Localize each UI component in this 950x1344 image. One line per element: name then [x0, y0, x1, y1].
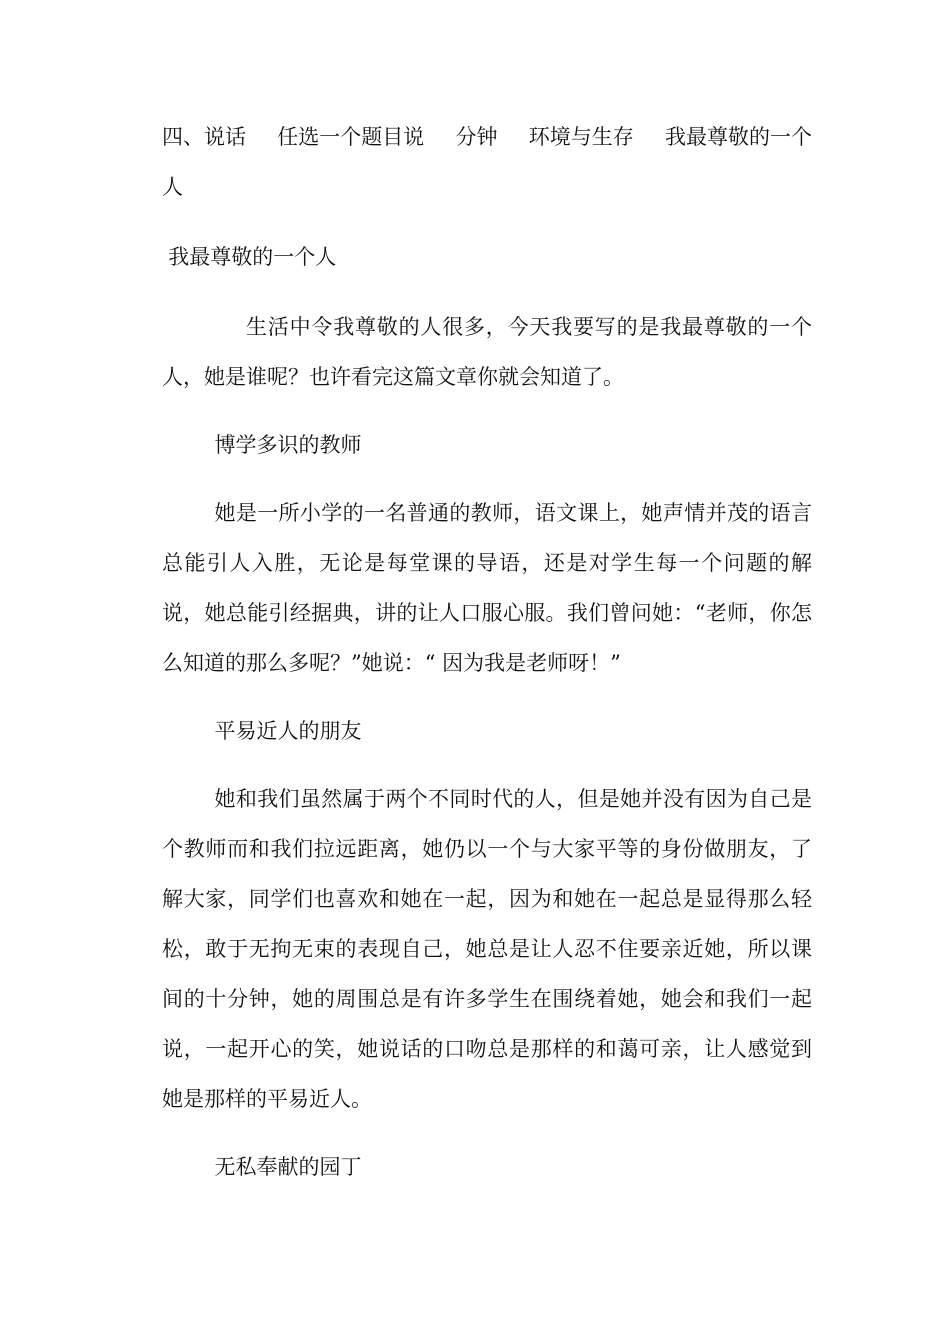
task-instruction: 任选一个题目说 — [277, 125, 425, 149]
document-page — [162, 112, 812, 1192]
section-body: 她和我们虽然属于两个不同时代的人，但是她并没有因为自己是个教师而和我们拉远距离，她仍以一个与大家平等的身份做朋友，了解大家，同学们也喜欢和她在一起，因为和她在一起总是显得那么轻松，敢于无拘无束的表现自己，她总是让人忍不住要亲近她，所以课间的十分钟，她的周围总是有许多学生在围绕着她，她会和我们一起说，一起开心的笑，她说话的口吻总是那样的和蔼可亲，让人感觉到她是那样的平易近人。 — [162, 787, 812, 1111]
topic-option-2: 我最尊敬的一个 — [665, 125, 812, 149]
task-header-line — [162, 112, 812, 162]
task-label: 四、说话 — [162, 125, 246, 149]
section-body: 她是一所小学的一名普通的教师，语文课上，她声情并茂的语言总能引人入胜，无论是每堂课的导语，还是对学生每一个问题的解说，她总能引经据典，讲的让人口服心服。我们曾问她：“老师，你怎么知道的那么多呢？”她说：“ 因为我是老师呀！” — [162, 501, 812, 675]
section-heading: 无私奉献的园丁 — [214, 1155, 362, 1179]
task-duration: 分钟 — [455, 125, 498, 149]
topic-option-1: 环境与生存 — [528, 125, 634, 149]
section-heading: 平易近人的朋友 — [214, 719, 362, 743]
task-header-wrap: 人 — [162, 175, 183, 199]
section-heading: 博学多识的教师 — [214, 433, 362, 457]
intro-paragraph: 生活中令我尊敬的人很多，今天我要写的是我最尊敬的一个人，她是谁呢？也许看完这篇文章你就会知道了。 — [162, 315, 812, 389]
essay-title: 我最尊敬的一个人 — [168, 245, 337, 269]
